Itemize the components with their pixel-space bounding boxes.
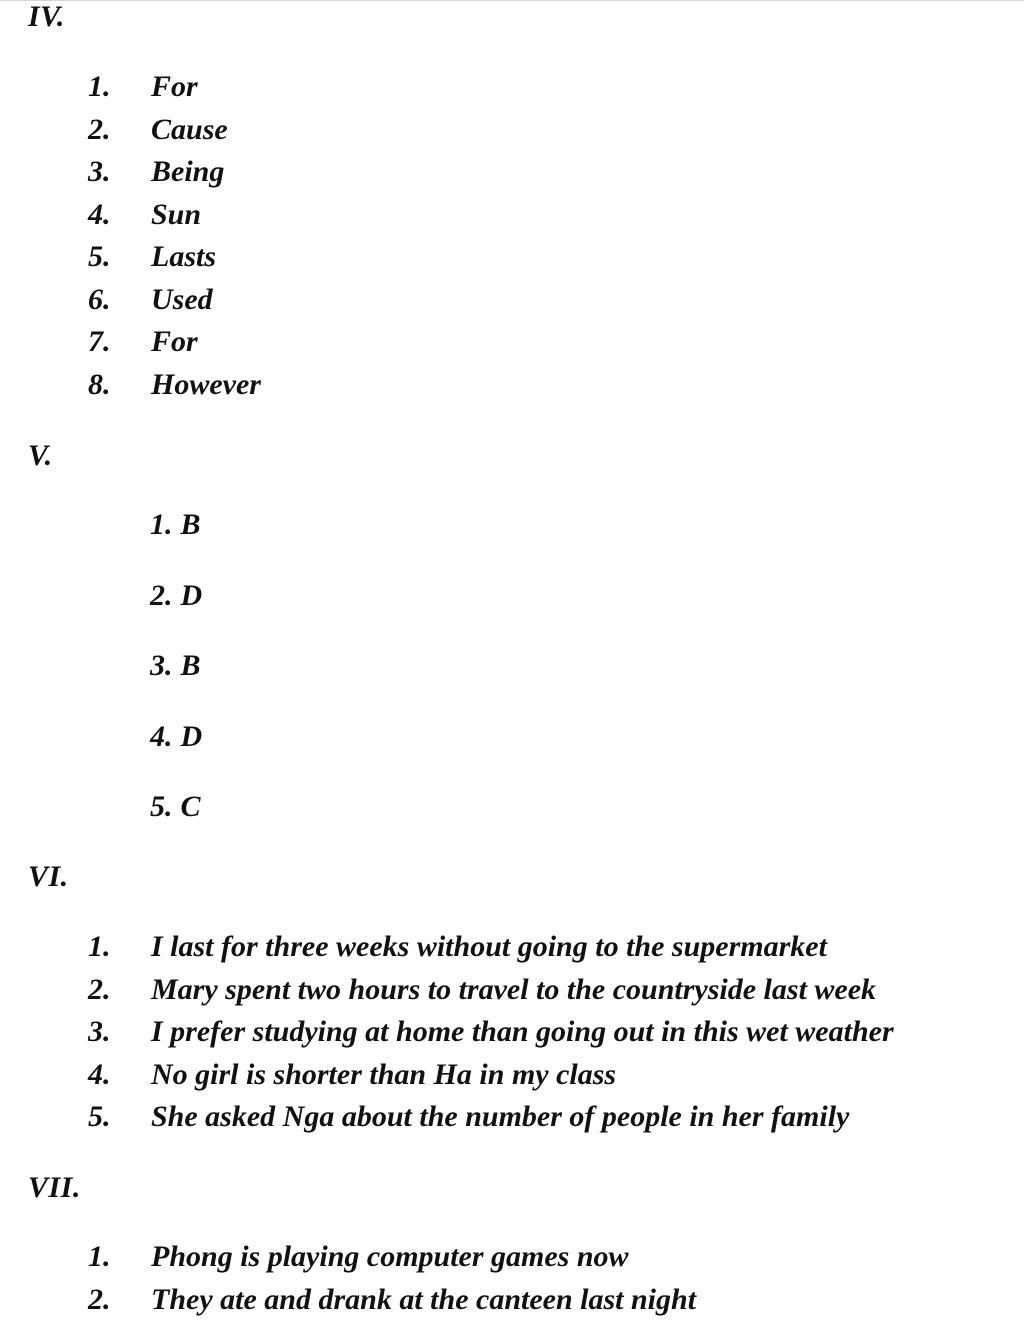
item-number: 8. bbox=[88, 367, 111, 401]
item-number: 2. bbox=[150, 578, 173, 612]
item-number: 4. bbox=[88, 1057, 111, 1091]
item-number: 5. bbox=[88, 1100, 111, 1134]
item-number: 6. bbox=[88, 282, 111, 316]
list-item bbox=[150, 772, 202, 843]
section-vii-list bbox=[88, 1236, 696, 1321]
list-item bbox=[150, 702, 202, 773]
list-item bbox=[88, 279, 261, 322]
item-text: Cause bbox=[151, 112, 228, 146]
section-vii-heading: VII. bbox=[28, 1171, 81, 1204]
item-text: Mary spent two hours to travel to the countryside last week bbox=[151, 972, 877, 1006]
section-v-list bbox=[150, 490, 202, 843]
item-number: 7. bbox=[88, 325, 111, 359]
item-number: 3. bbox=[150, 649, 173, 683]
item-number: 2. bbox=[88, 112, 111, 146]
item-text: I last for three weeks without going to the supermarket bbox=[151, 930, 827, 964]
item-number: 5. bbox=[150, 790, 173, 824]
list-item bbox=[88, 236, 261, 279]
item-text: However bbox=[151, 367, 261, 401]
item-number: 3. bbox=[88, 155, 111, 189]
item-number: 4. bbox=[150, 719, 173, 753]
item-text: For bbox=[151, 325, 198, 359]
item-number: 2. bbox=[88, 972, 111, 1006]
section-v-heading: V. bbox=[28, 439, 53, 472]
item-text: D bbox=[180, 578, 203, 612]
list-item bbox=[88, 321, 261, 364]
item-number: 4. bbox=[88, 197, 111, 231]
section-vi-heading: VI. bbox=[28, 860, 69, 893]
item-text: B bbox=[180, 508, 201, 542]
section-vi-list bbox=[88, 926, 894, 1139]
item-number: 2. bbox=[88, 1282, 111, 1316]
item-text: They ate and drank at the canteen last night bbox=[151, 1282, 697, 1316]
item-text: Lasts bbox=[151, 240, 217, 274]
item-number: 1. bbox=[88, 70, 111, 104]
list-item bbox=[88, 1096, 894, 1139]
item-text: No girl is shorter than Ha in my class bbox=[151, 1057, 617, 1091]
item-text: I prefer studying at home than going out in this wet weather bbox=[151, 1015, 894, 1049]
list-item bbox=[150, 561, 202, 632]
item-text: B bbox=[180, 649, 201, 683]
item-text: Sun bbox=[151, 197, 202, 231]
list-item bbox=[88, 1054, 894, 1097]
item-text: Phong is playing computer games now bbox=[151, 1240, 629, 1274]
list-item bbox=[88, 1236, 696, 1279]
item-text: C bbox=[180, 790, 201, 824]
list-item bbox=[88, 926, 894, 969]
list-item bbox=[88, 364, 261, 407]
section-iv-heading: IV. bbox=[28, 0, 65, 33]
item-number: 1. bbox=[150, 508, 173, 542]
list-item bbox=[88, 1011, 894, 1054]
list-item bbox=[88, 194, 261, 237]
item-number: 3. bbox=[88, 1015, 111, 1049]
item-number: 5. bbox=[88, 240, 111, 274]
section-iv-list bbox=[88, 66, 261, 406]
item-text: Being bbox=[151, 155, 225, 189]
list-item bbox=[88, 109, 261, 152]
list-item bbox=[150, 490, 202, 561]
list-item bbox=[88, 969, 894, 1012]
item-number: 1. bbox=[88, 1240, 111, 1274]
item-text: Used bbox=[151, 282, 213, 316]
page-top-rule bbox=[0, 0, 1024, 1]
item-text: D bbox=[180, 719, 203, 753]
item-text: For bbox=[151, 70, 198, 104]
list-item bbox=[88, 66, 261, 109]
item-number: 1. bbox=[88, 930, 111, 964]
list-item bbox=[88, 1279, 696, 1322]
item-text: She asked Nga about the number of people in her family bbox=[151, 1100, 850, 1134]
list-item bbox=[88, 151, 261, 194]
list-item bbox=[150, 631, 202, 702]
